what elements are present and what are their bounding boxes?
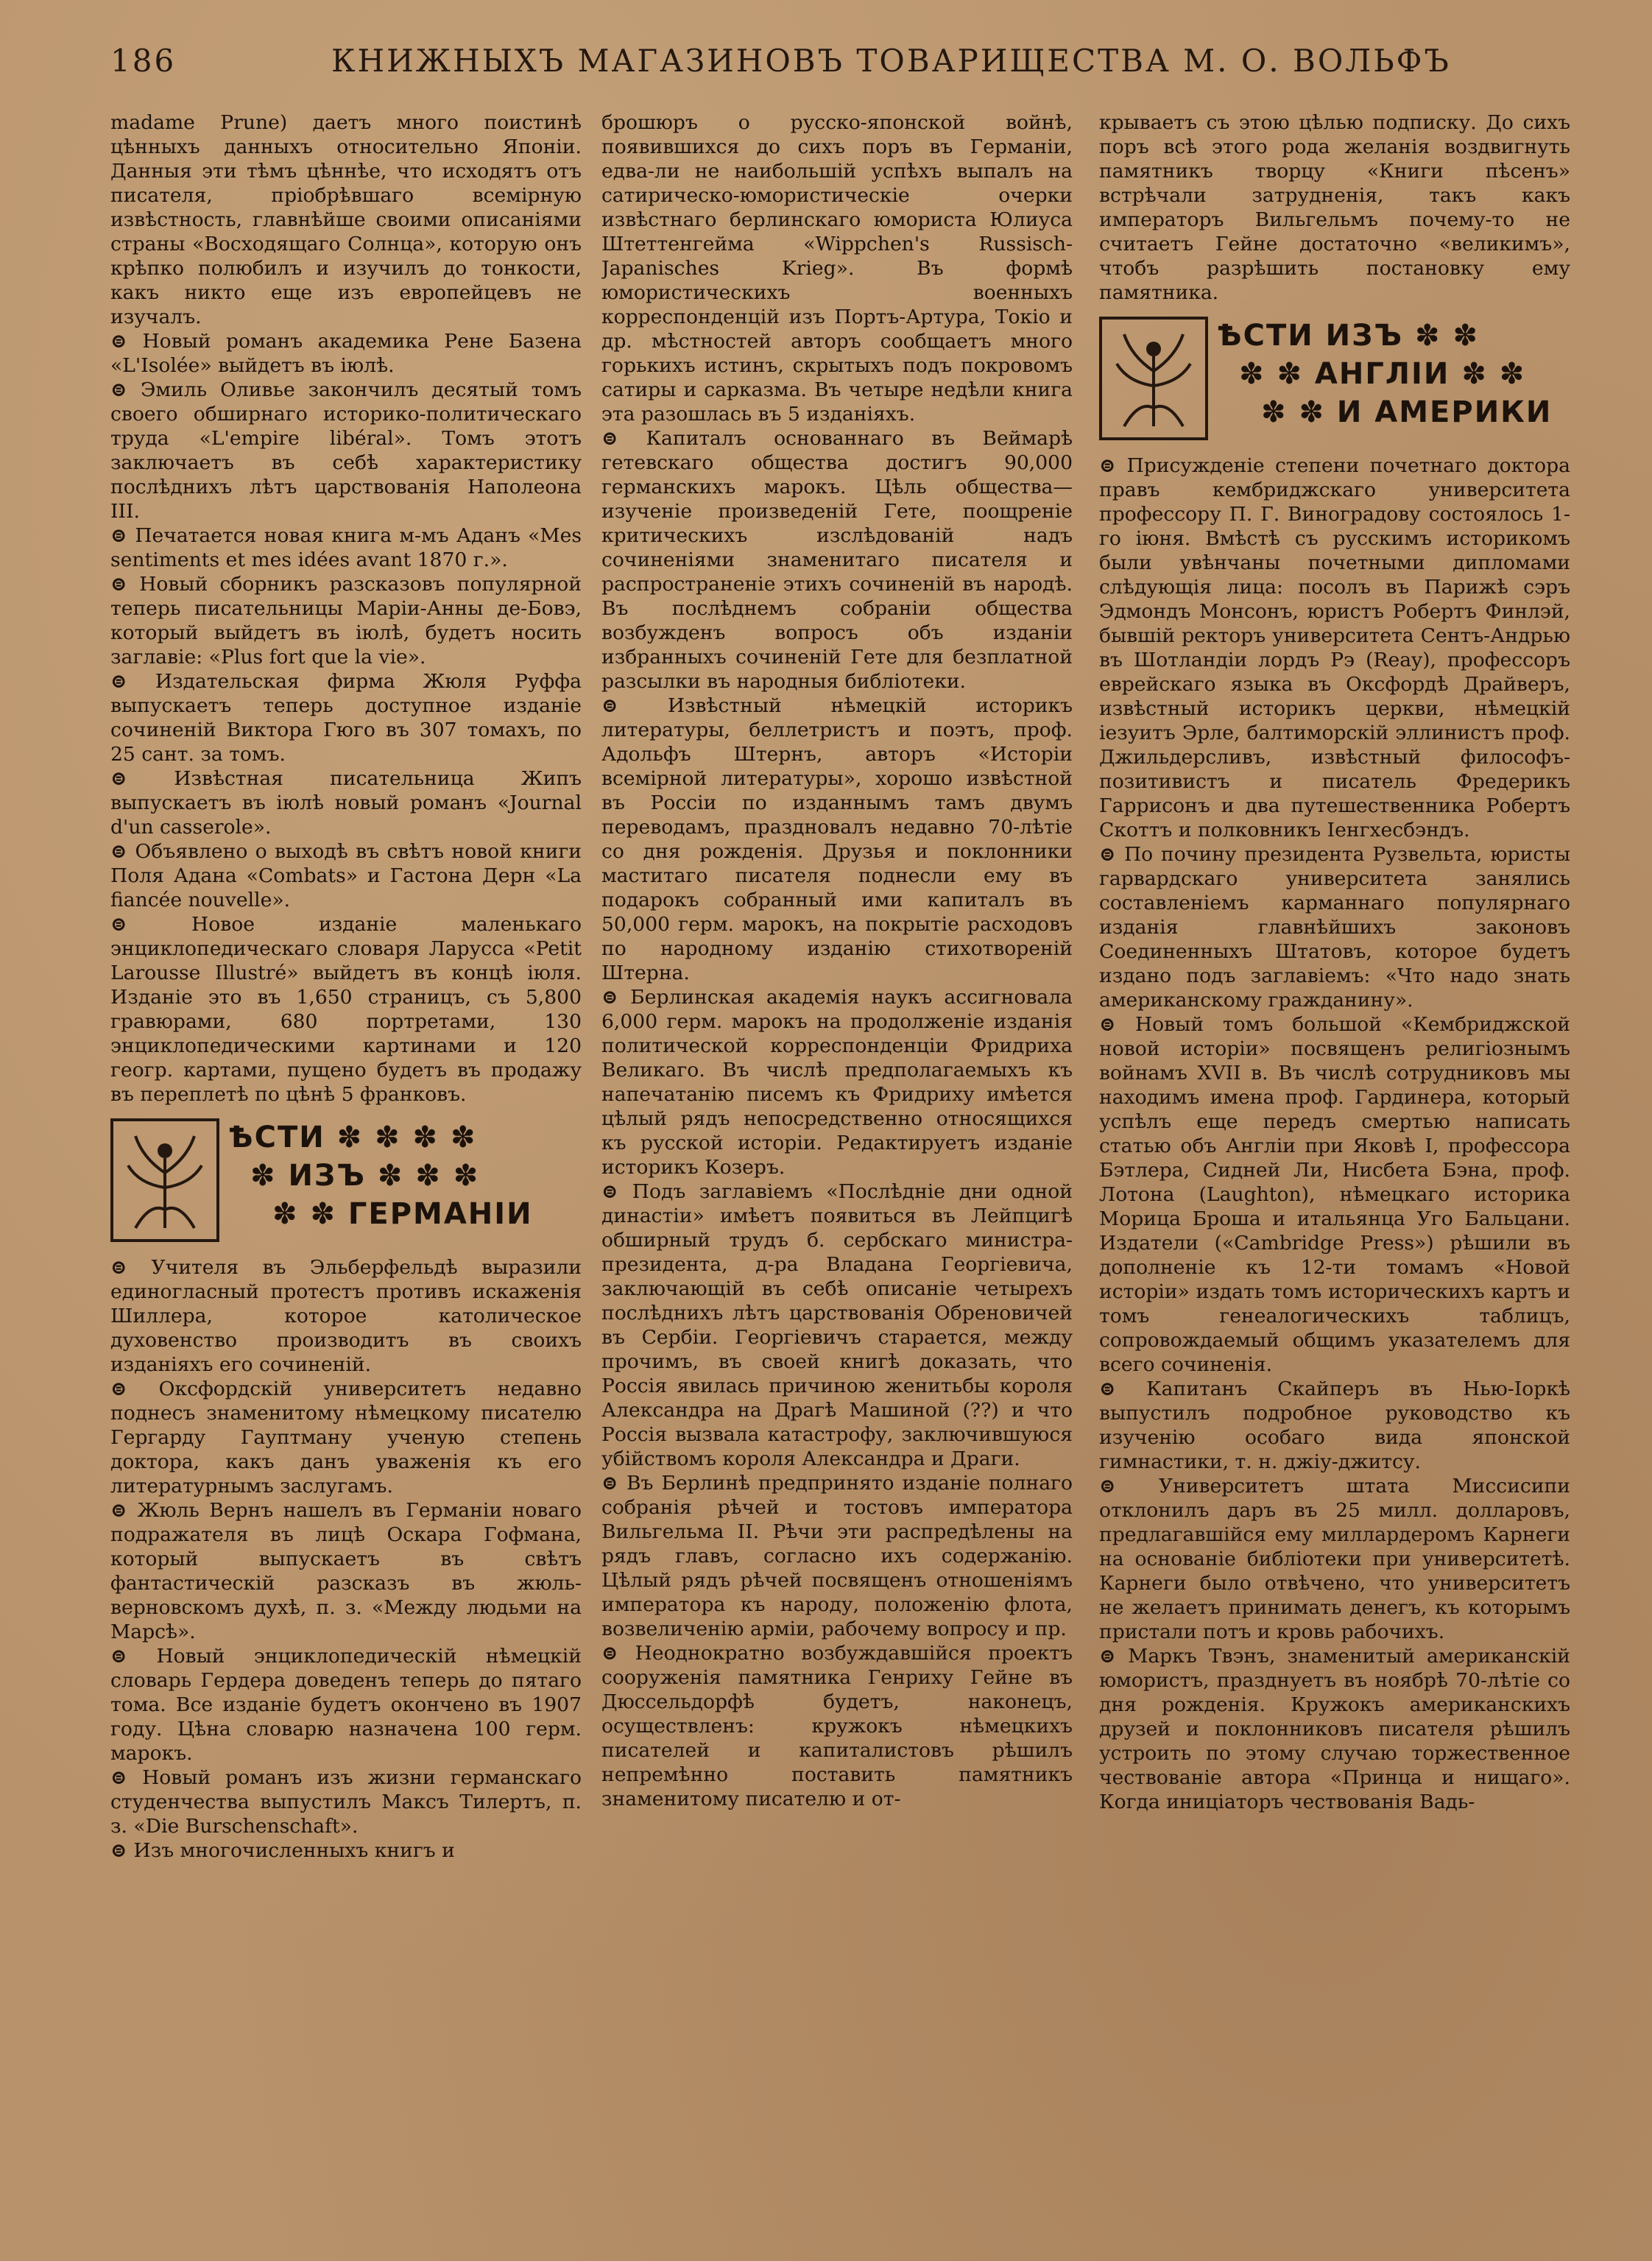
news-item: ⊜ По почину президента Рузвельта, юристы гарвардскаго университета занялись составленіемъ карманнаго популярнаго изданія главнѣйшихъ законовъ Соединенныхъ Штатовъ, которое будетъ издано подъ заглавіемъ: «Что надо знать американскому гражданину». xyxy=(1099,842,1570,1012)
section-heading-line: ✽ ✽ ГЕРМАНІИ xyxy=(272,1197,533,1231)
news-item: ⊜ Новый энциклопедическій нѣмецкій словарь Гердера доведенъ теперь до пятаго тома. Все изданіе будетъ окончено въ 1907 году. Цѣна словарю назначена 100 герм. марокъ. xyxy=(110,1644,582,1766)
news-item: ⊜ Неоднократно возбуждавшійся проектъ сооруженія памятника Генриху Гейне въ Дюссельдорфѣ будетъ, наконецъ, осуществленъ: кружокъ нѣмецкихъ писателей и капиталистовъ рѣшилъ непремѣнно поставить памятникъ знаменитому писателю и от- xyxy=(601,1641,1073,1811)
news-item: ⊜ Въ Берлинѣ предпринято изданіе полнаго собранія рѣчей и тостовъ императора Вильгельма II. Рѣчи эти распредѣлены на рядъ главъ, согласно ихъ содержанію. Цѣлый рядъ рѣчей посвященъ отношеніямъ императора къ народу, положенію флота, возвеличенію арміи, рабочему вопросу и пр. xyxy=(601,1471,1073,1641)
news-item: ⊜ Новое изданіе маленькаго энциклопедическаго словаря Ларусса «Petit Larousse Illustré» выйдетъ въ концѣ іюля. Изданіе это въ 1,650 страницъ, съ 5,800 гравюрами, 680 портретами, 130 энциклопедическими картинами и 120 геогр. картами, пущено будетъ въ продажу въ переплетѣ по цѣнѣ 5 франковъ. xyxy=(110,912,582,1107)
paragraph: брошюръ о русско-японской войнѣ, появившихся до сихъ поръ въ Германіи, едва-ли не наибольшій успѣхъ выпалъ на сатирическо-юмористическіе очерки извѣстнаго берлинскаго юмориста Юлиуса Штеттенгейма «Wippchen's Russisch-Japanisches Krieg». Въ формѣ юмористическихъ военныхъ корреспонденцій изъ Портъ-Артура, Токіо и др. мѣстностей авторъ сообщаетъ много горькихъ истинъ, скрытыхъ подъ покровомъ сатиры и сарказма. Въ четыре недѣли книга эта разошлась въ 5 изданіяхъ. xyxy=(601,111,1073,426)
news-item: ⊜ Оксфордскій университетъ недавно поднесъ знаменитому нѣмецкому писателю Гергарду Гауптману ученую степень доктора, какъ данъ уваженія къ его литературнымъ заслугамъ. xyxy=(110,1377,582,1498)
news-item: ⊜ Извѣстный нѣмецкій историкъ литературы, беллетристъ и поэтъ, проф. Адольфъ Штернъ, авторъ «Исторіи всемірной литературы», хорошо извѣстной въ Россіи по изданнымъ тамъ двумъ переводамъ, праздновалъ недавно 70-лѣтіе со дня рожденія. Друзья и поклонники маститаго писателя поднесли ему въ подарокъ собранный ими капиталъ въ 50,000 герм. марокъ, на покрытіе расходовъ по народному изданію стихотвореній Штерна. xyxy=(601,694,1073,985)
news-item: ⊜ Университетъ штата Миссисипи отклонилъ даръ въ 25 милл. долларовъ, предлагавшійся ему миллардеромъ Карнеги на основаніе библіотеки при университетѣ. Карнеги было отвѣчено, что университетъ не желаетъ принимать денегъ, къ которымъ пристали потъ и кровь рабочихъ. xyxy=(1099,1474,1570,1644)
paragraph: крываетъ съ этою цѣлью подписку. До сихъ поръ всѣ этого рода желанія воздвигнуть памятникъ творцу «Книги пѣсенъ» встрѣчали затрудненія, такъ какъ императоръ Вильгельмъ почему-то не считаетъ Гейне достаточно «великимъ», чтобъ разрѣшить постановку ему памятника. xyxy=(1099,111,1570,304)
news-item: ⊜ Присужденіе степени почетнаго доктора правъ кембриджскаго университета профессору П. Г. Виноградову состоялось 1-го іюня. Вмѣстѣ съ русскимъ историкомъ были увѣнчаны почетными дипломами слѣдующія лица: посолъ въ Парижѣ сэръ Эдмондъ Монсонъ, юристъ Робертъ Финлэй, бывшій ректоръ университета Сентъ-Андрью въ Шотландіи лордъ Рэ (Reay), профессоръ еврейскаго языка въ Оксфордѣ Драйверъ, извѣстный историкъ церкви, нѣмецкій іезуитъ Эрле, балтиморскій эллинистъ проф. Джильдерсливъ, извѣстный философъ-позитивистъ и писатель Фредерикъ Гаррисонъ и два путешественника Робертъ Скоттъ и полковникъ Іенгхесбэндъ. xyxy=(1099,454,1570,842)
news-item: ⊜ Извѣстная писательница Жипъ выпускаетъ въ іюлѣ новый романъ «Journal d'un casserole». xyxy=(110,766,582,839)
news-item: ⊜ Жюль Вернъ нашелъ въ Германіи новаго подражателя въ лицѣ Оскара Гофмана, который выпускаетъ въ свѣтъ фантастическій разсказъ въ жюль-верновскомъ духѣ, п. з. «Между людьми на Марсѣ». xyxy=(110,1498,582,1644)
news-item: ⊜ Подъ заглавіемъ «Послѣдніе дни одной династіи» имѣетъ появиться въ Лейпцигѣ обширный трудъ б. сербскаго министра-президента, д-ра Владана Георгіевича, заключающій въ себѣ описаніе четырехъ послѣднихъ лѣтъ царствованія Обреновичей въ Сербіи. Георгіевичъ старается, между прочимъ, въ своей книгѣ доказать, что Россія явилась причиною женитьбы короля Александра на Драгѣ Машиной (??) и что Россія вызвала катастрофу, заключившуюся убійствомъ короля Александра и Драги. xyxy=(601,1179,1073,1471)
initial-letter-ornament-icon xyxy=(1099,317,1208,440)
section-heading-line: ✽ ✽ И АМЕРИКИ xyxy=(1261,395,1553,429)
running-title: КНИЖНЫХЪ МАГАЗИНОВЪ ТОВАРИЩЕСТВА М. О. ВОЛЬФЪ xyxy=(331,43,1451,79)
news-item: ⊜ Берлинская академія наукъ ассигновала 6,000 герм. марокъ на продолженіе изданія политической корреспонденціи Фридриха Великаго. Въ числѣ предполагаемыхъ къ напечатанію писемъ къ Фридриху имѣется цѣлый рядъ непосредственно относящихся къ русской исторіи. Редактируетъ изданіе историкъ Козеръ. xyxy=(601,985,1073,1179)
news-item: ⊜ Печатается новая книга м-мъ Аданъ «Mes sentiments et mes idées avant 1870 г.». xyxy=(110,523,582,572)
section-heading-line: ✽ ✽ АНГЛІИ ✽ ✽ xyxy=(1239,357,1526,391)
news-item: ⊜ Эмиль Оливье закончилъ десятый томъ своего обширнаго историко-политическаго труда «L'empire libéral». Томъ этотъ заключаетъ въ себѣ характеристику послѣднихъ лѣтъ царствованія Наполеона III. xyxy=(110,378,582,523)
section-heading-england-america xyxy=(1099,317,1570,440)
news-item: ⊜ Новый сборникъ разсказовъ популярной теперь писательницы Маріи-Анны де-Бовэ, который выйдетъ въ іюлѣ, будетъ носить заглавіе: «Plus fort que la vie». xyxy=(110,572,582,669)
page-number: 186 xyxy=(110,43,177,79)
column-middle xyxy=(601,110,1073,2246)
column-left xyxy=(110,110,582,2246)
column-right xyxy=(1099,110,1570,2246)
initial-letter-ornament-icon xyxy=(110,1118,219,1242)
news-item: ⊜ Новый романъ академика Рене Базена «L'Isolée» выйдетъ въ іюлѣ. xyxy=(110,329,582,378)
section-heading-line: ✽ ИЗЪ ✽ ✽ ✽ xyxy=(250,1159,480,1193)
news-item: ⊜ Капитанъ Скайперъ въ Нью-Іоркѣ выпустилъ подробное руководство къ изученію особаго вида японской гимнастики, т. н. джіу-джитсу. xyxy=(1099,1377,1570,1474)
paragraph: madame Prune) даетъ много поистинѣ цѣнныхъ данныхъ относительно Японіи. Данныя эти тѣмъ цѣннѣе, что исходятъ отъ писателя, пріобрѣвшаго всемірную извѣстность, главнѣйше своими описаніями страны «Восходящаго Солнца», которую онъ крѣпко полюбилъ и изучилъ до тонкости, какъ никто еще изъ европейцевъ не изучалъ. xyxy=(110,111,582,328)
news-item: ⊜ Издательская фирма Жюля Руффа выпускаетъ теперь доступное изданіе сочиненій Виктора Гюго въ 307 томахъ, по 25 сант. за томъ. xyxy=(110,669,582,766)
section-heading-line: ѢСТИ ИЗЪ ✽ ✽ xyxy=(1217,319,1480,353)
news-item: ⊜ Учителя въ Эльберфельдѣ выразили единогласный протестъ противъ искаженія Шиллера, которое католическое духовенство производитъ въ своихъ изданіяхъ его сочиненій. xyxy=(110,1255,582,1377)
news-item: ⊜ Маркъ Твэнъ, знаменитый американскій юмористъ, празднуетъ въ ноябрѣ 70-лѣтіе со дня рожденія. Кружокъ американскихъ друзей и поклонниковъ писателя рѣшилъ устроить по этому случаю торжественное чествованіе автора «Принца и нищаго». Когда иниціаторъ чествованія Вадь- xyxy=(1099,1644,1570,1814)
section-heading-germany xyxy=(110,1118,582,1242)
news-item: ⊜ Новый романъ изъ жизни германскаго студенчества выпустилъ Максъ Тилертъ, п. з. «Die Burschenschaft». xyxy=(110,1766,582,1838)
section-heading-line: ѢСТИ ✽ ✽ ✽ ✽ xyxy=(228,1121,477,1154)
news-item: ⊜ Новый томъ большой «Кембриджской новой исторіи» посвященъ религіознымъ войнамъ XVII в. Въ числѣ сотрудниковъ мы находимъ имена проф. Гардинера, который успѣлъ еще передъ смертью написать статью объ Англіи при Яковѣ I, профессора Бэтлера, Сидней Ли, Нисбета Бэна, проф. Лотона (Laughton), нѣмецкаго историка Морица Броша и итальянца Уго Бальцани. Издатели («Cambridge Press») рѣшили въ дополненіе къ 12-ти томамъ «Новой исторіи» издать томъ историческихъ картъ и томъ генеалогическихъ таблицъ, сопровождаемый общимъ указателемъ для всего сочиненія. xyxy=(1099,1012,1570,1377)
page-header xyxy=(110,43,1620,87)
news-item: ⊜ Изъ многочисленныхъ книгъ и xyxy=(110,1838,582,1863)
news-item: ⊜ Капиталъ основаннаго въ Веймарѣ гетевскаго общества достигъ 90,000 германскихъ марокъ. Цѣль общества—изученіе произведеній Гете, поощреніе критическихъ изслѣдованій надъ сочиненіями знаменитаго писателя и распространеніе этихъ сочиненій въ народѣ. Въ послѣднемъ собраніи общества возбужденъ вопросъ объ изданіи избранныхъ сочиненій Гете для безплатной разсылки въ народныя библіотеки. xyxy=(601,426,1073,694)
news-item: ⊜ Объявлено о выходѣ въ свѣтъ новой книги Поля Адана «Combats» и Гастона Дерн «La fiancée nouvelle». xyxy=(110,839,582,912)
